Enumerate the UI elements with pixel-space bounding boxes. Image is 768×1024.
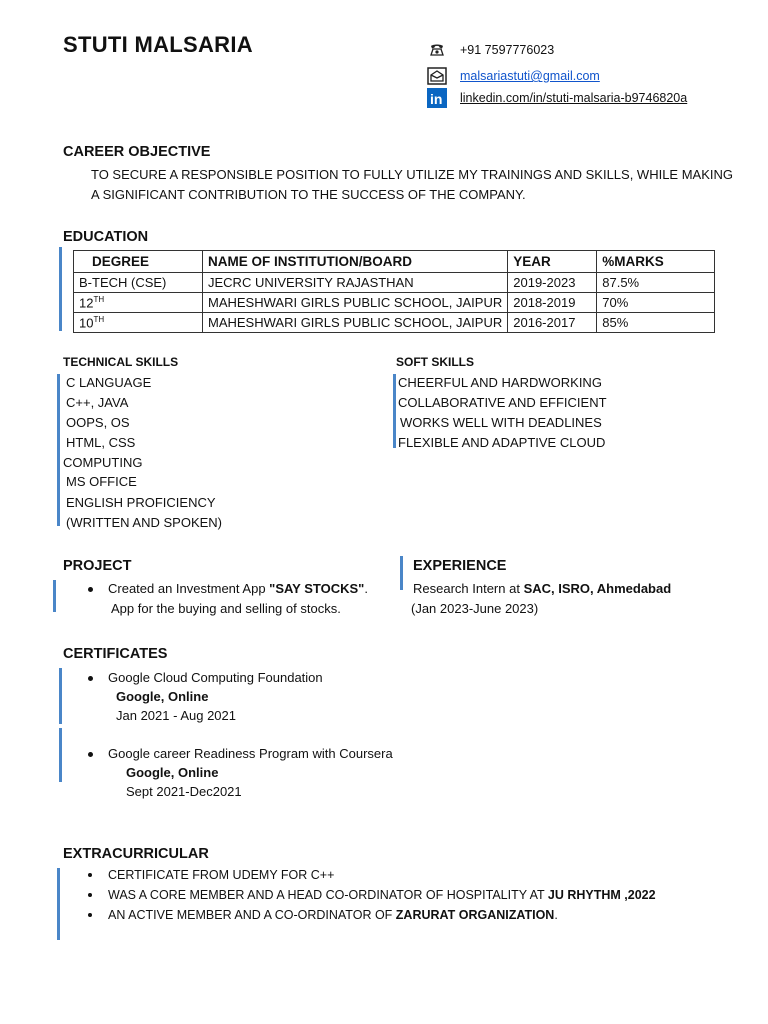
extracurricular-item: WAS A CORE MEMBER AND A HEAD CO-ORDINATOR OF HOSPITALITY AT JU RHYTHM ,2022: [108, 888, 656, 902]
certificates-heading: CERTIFICATES: [63, 646, 168, 662]
technical-skill-item: OOPS, OS: [66, 415, 130, 430]
email-link[interactable]: malsariastuti@gmail.com: [460, 69, 600, 83]
soft-skills-heading: SOFT SKILLS: [396, 355, 474, 369]
email-row[interactable]: [426, 66, 600, 86]
cell-year: 2016-2017: [508, 313, 597, 333]
soft-skill-item: FLEXIBLE AND ADAPTIVE CLOUD: [398, 435, 606, 450]
project-heading: PROJECT: [63, 558, 132, 574]
cell-degree: 10TH: [74, 313, 203, 333]
technical-skills-accent-bar: [57, 374, 60, 526]
certificate-dates: Jan 2021 - Aug 2021: [116, 708, 236, 723]
cell-institution: MAHESHWARI GIRLS PUBLIC SCHOOL, JAIPUR: [203, 313, 508, 333]
linkedin-icon: [426, 88, 448, 108]
certificate-issuer: Google, Online: [126, 765, 219, 780]
experience-dates: (Jan 2023-June 2023): [411, 601, 539, 616]
technical-skill-item: C LANGUAGE: [66, 375, 152, 390]
experience-heading: EXPERIENCE: [413, 558, 507, 574]
certificate-dates: Sept 2021-Dec2021: [126, 784, 242, 799]
career-objective-heading: CAREER OBJECTIVE: [63, 144, 211, 160]
project-accent-bar: [53, 580, 56, 612]
technical-skill-item: HTML, CSS: [66, 435, 136, 450]
bullet-icon: [88, 893, 92, 897]
col-header-degree: DEGREE: [74, 251, 203, 273]
bullet-icon: [88, 676, 93, 681]
bullet-icon: [88, 913, 92, 917]
extracurricular-item: AN ACTIVE MEMBER AND A CO-ORDINATOR OF ZARURAT ORGANIZATION.: [108, 908, 558, 922]
phone-number: +91 7597776023: [460, 43, 555, 57]
education-table: [73, 250, 715, 333]
experience-role: Research Intern at SAC, ISRO, Ahmedabad: [413, 581, 672, 596]
table-row: [74, 273, 715, 293]
bullet-icon: [88, 752, 93, 757]
technical-skill-item: COMPUTING: [63, 455, 143, 470]
experience-accent-bar: [400, 556, 403, 590]
soft-skill-item: WORKS WELL WITH DEADLINES: [400, 415, 602, 430]
table-row: [74, 293, 715, 313]
table-header-row: [74, 251, 715, 273]
technical-skill-item: ENGLISH PROFICIENCY: [66, 495, 216, 510]
soft-skills-accent-bar: [393, 374, 396, 448]
cell-degree: B-TECH (CSE): [74, 273, 203, 293]
technical-skill-item: MS OFFICE: [66, 474, 137, 489]
soft-skill-item: CHEERFUL AND HARDWORKING: [398, 375, 602, 390]
certificate-issuer: Google, Online: [116, 689, 209, 704]
cell-year: 2019-2023: [508, 273, 597, 293]
col-header-year: YEAR: [508, 251, 597, 273]
technical-skill-item: (WRITTEN AND SPOKEN): [66, 515, 223, 530]
svg-text:in: in: [430, 91, 443, 107]
technical-skill-item: C++, JAVA: [66, 395, 129, 410]
extracurricular-accent-bar: [57, 868, 60, 940]
certificate-name: Google career Readiness Program with Coursera: [108, 746, 393, 761]
linkedin-link[interactable]: linkedin.com/in/stuti-malsaria-b9746820a: [460, 91, 688, 105]
col-header-institution: NAME OF INSTITUTION/BOARD: [203, 251, 508, 273]
education-heading: EDUCATION: [63, 229, 149, 245]
col-header-marks: %MARKS: [597, 251, 715, 273]
table-row: [74, 313, 715, 333]
certificates-accent-bar-2: [59, 728, 62, 782]
phone-row: [426, 40, 554, 60]
career-objective-line-2: A SIGNIFICANT CONTRIBUTION TO THE SUCCESS OF THE COMPANY.: [91, 187, 526, 202]
cell-marks: 87.5%: [597, 273, 715, 293]
bullet-icon: [88, 873, 92, 877]
email-icon: [426, 66, 448, 86]
soft-skill-item: COLLABORATIVE AND EFFICIENT: [398, 395, 607, 410]
linkedin-row[interactable]: [426, 88, 687, 108]
certificate-name: Google Cloud Computing Foundation: [108, 670, 323, 685]
cell-marks: 70%: [597, 293, 715, 313]
cell-institution: JECRC UNIVERSITY RAJASTHAN: [203, 273, 508, 293]
cell-marks: 85%: [597, 313, 715, 333]
technical-skills-heading: TECHNICAL SKILLS: [63, 355, 179, 369]
resume-name: STUTI MALSARIA: [63, 32, 253, 57]
project-description-line-2: App for the buying and selling of stocks.: [111, 601, 341, 616]
extracurricular-item: CERTIFICATE FROM UDEMY FOR C++: [108, 868, 335, 882]
cell-institution: MAHESHWARI GIRLS PUBLIC SCHOOL, JAIPUR: [203, 293, 508, 313]
education-accent-bar: [59, 247, 62, 331]
project-description: Created an Investment App "SAY STOCKS".: [108, 581, 368, 596]
extracurricular-heading: EXTRACURRICULAR: [63, 846, 209, 862]
cell-year: 2018-2019: [508, 293, 597, 313]
career-objective-line-1: TO SECURE A RESPONSIBLE POSITION TO FULLY UTILIZE MY TRAININGS AND SKILLS, WHILE MAKING: [91, 167, 733, 182]
cell-degree: 12TH: [74, 293, 203, 313]
certificates-accent-bar-1: [59, 668, 62, 724]
phone-icon: [426, 40, 448, 60]
bullet-icon: [88, 587, 93, 592]
